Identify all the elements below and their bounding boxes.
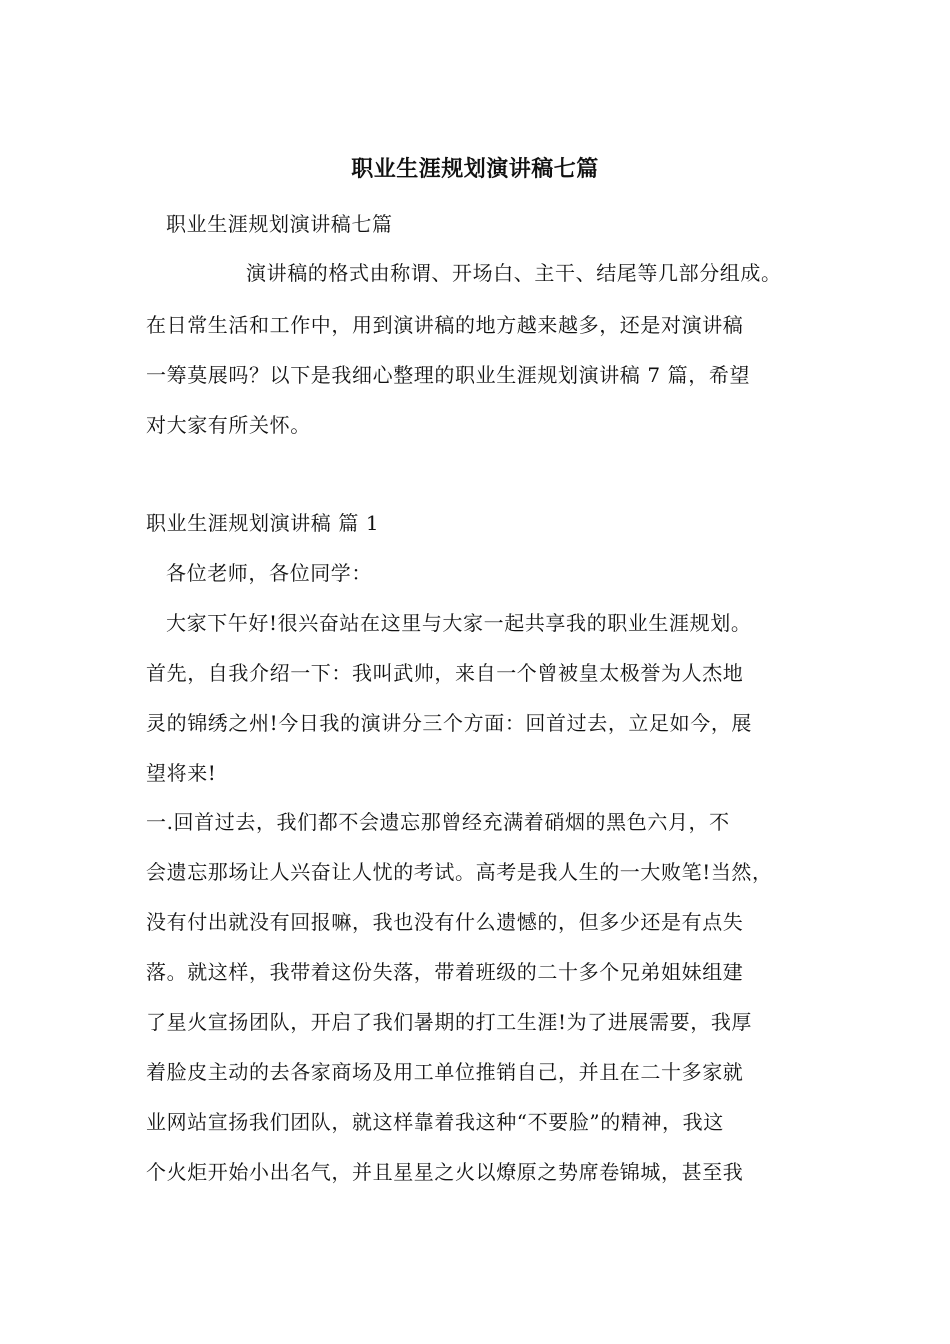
body-line: 落。就这样，我带着这份失落，带着班级的二十多个兄弟姐妹组建 xyxy=(146,960,744,984)
body-line: 没有付出就没有回报嘛，我也没有什么遗憾的，但多少还是有点失 xyxy=(146,910,744,934)
section-heading: 职业生涯规划演讲稿 篇 1 xyxy=(146,511,380,535)
body-line: 个火炬开始小出名气，并且星星之火以燎原之势席卷锦城，甚至我 xyxy=(146,1160,744,1184)
body-line: 灵的锦绣之州!今日我的演讲分三个方面：回首过去，立足如今，展 xyxy=(146,711,753,735)
document-title: 职业生涯规划演讲稿七篇 xyxy=(351,157,599,182)
body-line: 望将来! xyxy=(146,761,217,785)
body-line: 首先，自我介绍一下：我叫武帅，来自一个曾被皇太极誉为人杰地 xyxy=(146,661,744,685)
body-line: 会遗忘那场让人兴奋让人忧的考试。高考是我人生的一大败笔!当然， xyxy=(146,860,773,884)
subtitle-line: 职业生涯规划演讲稿七篇 xyxy=(166,212,393,236)
body-line: 业网站宣扬我们团队，就这样靠着我这种“不要脸”的精神，我这 xyxy=(146,1110,724,1134)
body-line: 了星火宣扬团队，开启了我们暑期的打工生涯!为了进展需要，我厚 xyxy=(146,1010,753,1034)
body-line: 一.回首过去，我们都不会遗忘那曾经充满着硝烟的黑色六月，不 xyxy=(146,810,730,834)
body-line: 着脸皮主动的去各家商场及用工单位推销自己，并且在二十多家就 xyxy=(146,1060,744,1084)
intro-line-1: 演讲稿的格式由称谓、开场白、主干、结尾等几部分组成。 xyxy=(246,261,782,285)
intro-line-4: 对大家有所关怀。 xyxy=(146,413,311,437)
intro-line-3: 一筹莫展吗？以下是我细心整理的职业生涯规划演讲稿 7 篇，希望 xyxy=(146,363,751,387)
intro-line-2: 在日常生活和工作中，用到演讲稿的地方越来越多，还是对演讲稿 xyxy=(146,313,744,337)
greeting-line: 各位老师，各位同学： xyxy=(166,561,372,585)
body-line: 大家下午好!很兴奋站在这里与大家一起共享我的职业生涯规划。 xyxy=(166,611,752,635)
